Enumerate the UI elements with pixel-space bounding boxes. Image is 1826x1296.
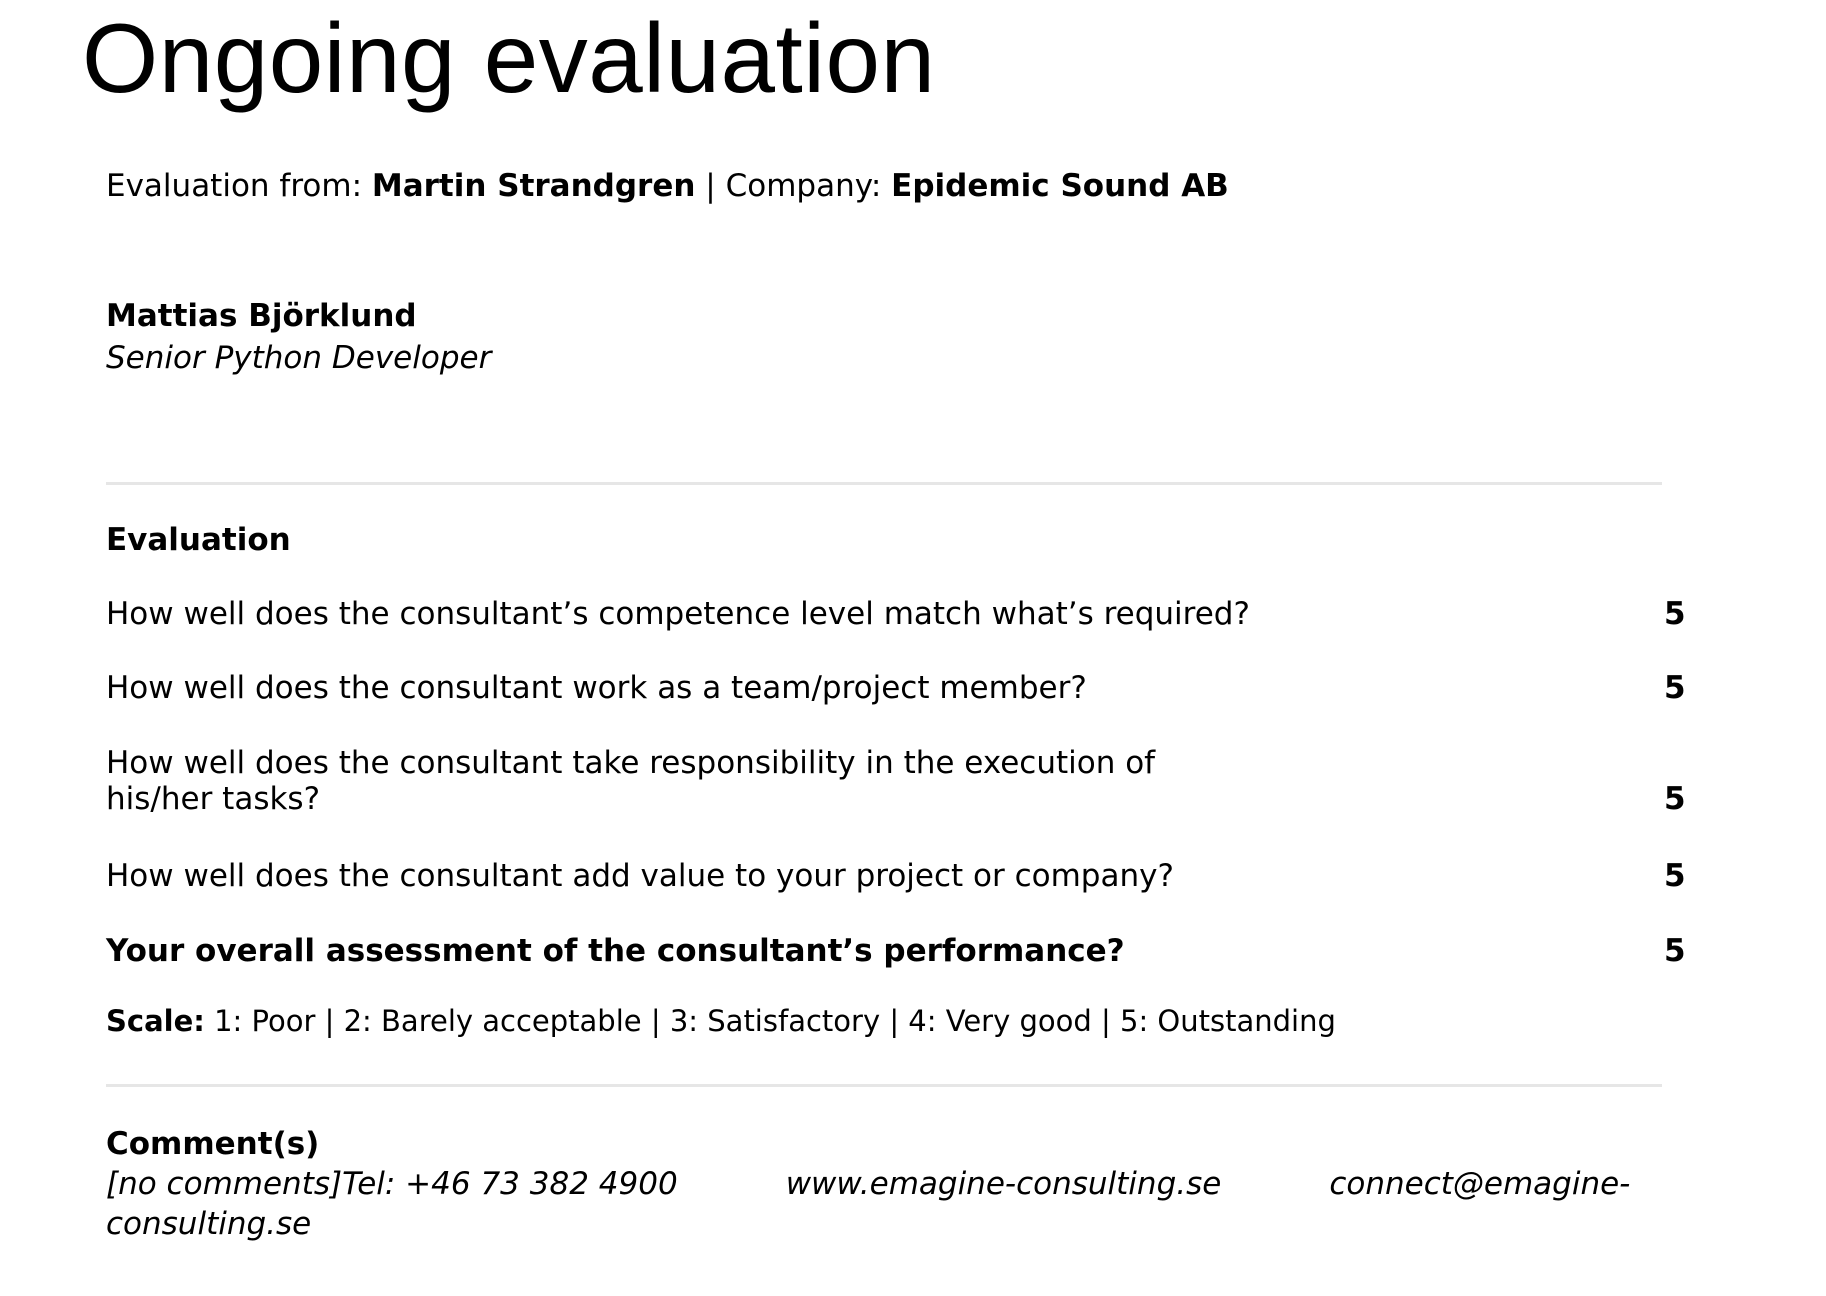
contact-email-part1: connect@emagine-	[1329, 1166, 1631, 1202]
comments-and-contact	[106, 1164, 1666, 1244]
evaluation-from-label: Evaluation from:	[106, 168, 363, 204]
divider	[106, 482, 1662, 485]
evaluation-meta	[106, 168, 1229, 204]
contact-email-part2: consulting.se	[106, 1206, 312, 1242]
score-value-add: 5	[1664, 858, 1686, 894]
score-teamwork: 5	[1664, 670, 1686, 706]
company-label: Company:	[725, 168, 882, 204]
consultant-role: Senior Python Developer	[106, 340, 492, 376]
question-responsibility-line1: How well does the consultant take responsibility in the execution of	[106, 745, 1156, 781]
meta-separator: |	[705, 168, 716, 204]
question-responsibility	[106, 745, 1155, 817]
scale-text: 1: Poor | 2: Barely acceptable | 3: Satisfactory | 4: Very good | 5: Outstanding	[214, 1004, 1336, 1038]
comments-heading: Comment(s)	[106, 1126, 320, 1162]
rating-scale	[106, 1004, 1336, 1038]
contact-phone: Tel: +46 73 382 4900	[342, 1166, 678, 1202]
score-responsibility: 5	[1664, 781, 1686, 817]
page-title: Ongoing evaluation	[82, 3, 936, 113]
score-competence: 5	[1664, 596, 1686, 632]
contact-website: www.emagine-consulting.se	[785, 1166, 1222, 1202]
evaluator-name: Martin Strandgren	[371, 168, 696, 204]
question-responsibility-line2: his/her tasks?	[106, 781, 321, 817]
comments-text: [no comments]	[106, 1166, 343, 1202]
question-competence: How well does the consultant’s competence level match what’s required?	[106, 596, 1250, 632]
evaluation-heading: Evaluation	[106, 522, 291, 558]
question-overall: Your overall assessment of the consultant’s performance?	[106, 933, 1125, 969]
question-value-add: How well does the consultant add value to your project or company?	[106, 858, 1174, 894]
divider	[106, 1084, 1662, 1087]
company-name: Epidemic Sound AB	[891, 168, 1229, 204]
scale-label: Scale:	[106, 1004, 205, 1038]
score-overall: 5	[1664, 933, 1686, 969]
question-teamwork: How well does the consultant work as a team/project member?	[106, 670, 1087, 706]
consultant-name: Mattias Björklund	[106, 298, 417, 334]
